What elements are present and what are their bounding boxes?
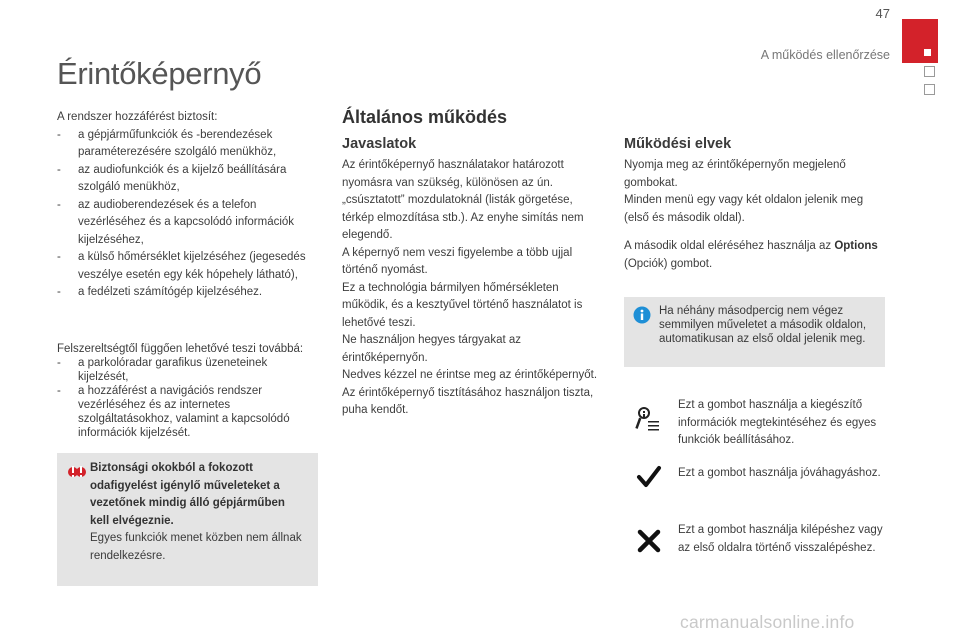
feature-intro: Felszereltségtől függően lehetővé teszi továbbá:: [57, 343, 304, 355]
feature-block: [57, 342, 317, 440]
list-item: - a külső hőmérséklet kijelzéséhez (jegesedés veszélye esetén egy kék hópehely látható),: [57, 251, 306, 281]
options-text: A második oldal eléréséhez használja az Options (Opciók) gombot.: [624, 240, 878, 270]
intro-block: [57, 109, 317, 302]
general-section-title: Általános működés: [342, 107, 508, 127]
check-icon: [636, 464, 662, 490]
warning-body-text: Egyes funkciók menet közben nem állnak rendelkezésre.: [90, 532, 302, 562]
info-box: [624, 297, 885, 367]
list-item: - a gépjárműfunkciók és -berendezések paraméterezésére szolgáló menükhöz,: [57, 128, 277, 158]
page-title: Érintőképernyő: [57, 56, 262, 91]
list-item: - a hozzáférést a navigációs rendszer vezérléséhez és az internetes szolgáltatásokhoz, valamint a kapcsolódó információk kijelzését.: [57, 385, 290, 439]
nav-square-icon[interactable]: [924, 84, 935, 95]
nav-square-icon[interactable]: [924, 66, 935, 77]
warning-bold-text: Biztonsági okokból a fokozott odafigyelést igénylő műveleteket a vezetőnek mindig álló gépjárműben kell elvégeznie.: [90, 462, 285, 527]
options-button-text: Ezt a gombot használja a kiegészítő információk megtekintéséhez és egyes funkciók beállításához.: [678, 399, 877, 446]
warning-text: [90, 460, 305, 565]
list-item: - a parkolóradar garafikus üzeneteinek kijelzését,: [57, 357, 268, 383]
options-icon: [634, 406, 660, 432]
section-title: A működés ellenőrzése: [760, 48, 890, 62]
info-icon: [633, 306, 651, 324]
watermark: carmanualsonline.info: [680, 612, 855, 632]
principles-title: Működési elvek: [624, 136, 732, 152]
close-icon: [636, 528, 662, 554]
warning-box: [57, 453, 318, 586]
options-label: Options: [834, 240, 878, 252]
check-button-text: Ezt a gombot használja jóváhagyáshoz.: [678, 467, 881, 479]
tips-text: Az érintőképernyő használatakor határozott nyomásra van szükség, különösen az ún. „csúsztatott” mozdulatoknál (listák görgetése, térkép elmozdítása stb.). Az enyhe simítás nem elegendő. A képernyő nem veszi figyelembe a több ujjal történő nyomást. Ez a technológia bármilyen hőmérsékleten működik, és a kesztyűvel történő használatot is lehetővé teszi. Ne használjon hegyes tárgyakat az érintőképernyőn. Nedves kézzel ne érintse meg az érintőképernyőt. Az érintőképernyő tisztításához használjon tiszta, puha kendőt.: [342, 159, 598, 416]
principles-text: Nyomja meg az érintőképernyőn megjelenő gombokat. Minden menü egy vagy két oldalon jelenik meg (első és második oldal).: [624, 159, 864, 224]
info-text: Ha néhány másodpercig nem végez semmilyen műveletet a második oldalon, automatikusan az első oldal jelenik meg.: [659, 305, 867, 345]
warning-icon: [68, 462, 88, 482]
list-item: - az audiofunkciók és a kijelző beállítására szolgáló menükhöz,: [57, 163, 287, 193]
tips-title: Javaslatok: [342, 136, 417, 152]
chapter-tab[interactable]: [902, 19, 938, 63]
page-number: 47: [875, 6, 890, 21]
list-item: - az audioberendezések és a telefon vezérléséhez és a kapcsolódó információk kijelzéséhez,: [57, 198, 295, 246]
list-item: - a fedélzeti számítógép kijelzéséhez.: [57, 286, 263, 298]
intro-text: A rendszer hozzáférést biztosít:: [57, 111, 218, 123]
close-button-text: Ezt a gombot használja kilépéshez vagy az első oldalra történő visszalépéshez.: [678, 524, 883, 554]
chapter-square-icon: [924, 49, 931, 56]
